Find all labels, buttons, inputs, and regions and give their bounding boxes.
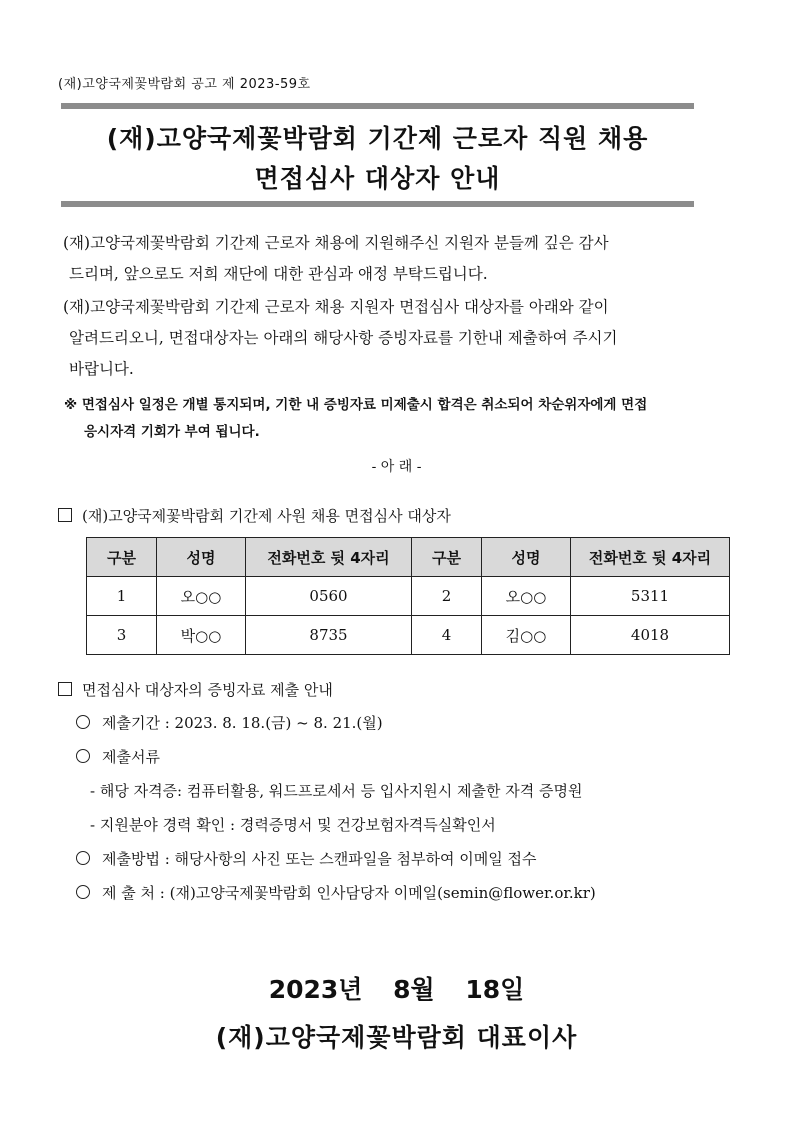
col-header: 구분	[412, 538, 482, 577]
table-row	[87, 616, 730, 655]
table-cell: 3	[87, 616, 157, 655]
col-header: 성명	[482, 538, 571, 577]
table-cell: 2	[412, 577, 482, 616]
table-cell: 4	[412, 616, 482, 655]
notice-remark	[64, 392, 744, 446]
title-line-1: (재)고양국제꽃박람회 기간제 근로자 직원 채용	[106, 124, 649, 153]
circle-bullet-icon	[76, 885, 90, 899]
intro-p2-line1: (재)고양국제꽃박람회 기간제 근로자 채용 지원자 면접심사 대상자를 아래와 같이	[63, 298, 609, 316]
table-cell: 0560	[246, 577, 412, 616]
candidate-table	[86, 537, 730, 655]
intro-p1-line1: (재)고양국제꽃박람회 기간제 근로자 채용에 지원해주신 지원자 분들께 깊은 감사	[63, 234, 609, 252]
col-header: 성명	[157, 538, 246, 577]
item-documents	[76, 746, 160, 767]
footer-date: 2023년 8월 18일	[268, 975, 525, 1004]
table-cell: 박○○	[157, 616, 246, 655]
title-rule-top	[61, 103, 694, 109]
document-sub-item-2: - 지원분야 경력 확인 : 경력증명서 및 건강보험자격득실확인서	[90, 816, 496, 834]
documents-text: 제출서류	[102, 748, 160, 766]
section-2-title: 면접심사 대상자의 증빙자료 제출 안내	[82, 681, 333, 699]
item-period	[76, 712, 383, 733]
remark-line2: 응시자격 기회가 부여 됩니다.	[84, 424, 260, 440]
item-destination	[76, 882, 596, 903]
table-cell: 5311	[571, 577, 730, 616]
destination-text: 제 출 처 : (재)고양국제꽃박람회 인사담당자 이메일(semin@flower.or.kr)	[102, 884, 596, 902]
square-bullet-icon	[58, 682, 72, 696]
notice-number: (재)고양국제꽃박람회 공고 제 2023-59호	[58, 77, 311, 92]
table-cell: 오○○	[157, 577, 246, 616]
circle-bullet-icon	[76, 749, 90, 763]
title-rule-bottom	[61, 201, 694, 207]
remark-line1: ※ 면접심사 일정은 개별 통지되며, 기한 내 증빙자료 미제출시 합격은 취소되어 차순위자에게 면접	[64, 397, 648, 413]
section-1-heading	[58, 505, 451, 526]
document-sub-item-1: - 해당 자격증: 컴퓨터활용, 워드프로세서 등 입사지원시 제출한 자격 증명원	[90, 782, 583, 800]
table-cell: 1	[87, 577, 157, 616]
item-method	[76, 848, 536, 869]
col-header: 구분	[87, 538, 157, 577]
table-cell: 8735	[246, 616, 412, 655]
intro-paragraph-1	[63, 228, 739, 290]
title-line-2: 면접심사 대상자 안내	[254, 164, 501, 193]
table-cell: 4018	[571, 616, 730, 655]
circle-bullet-icon	[76, 715, 90, 729]
table-cell: 김○○	[482, 616, 571, 655]
circle-bullet-icon	[76, 851, 90, 865]
table-cell: 오○○	[482, 577, 571, 616]
table-header-row	[87, 538, 730, 577]
below-marker: - 아 래 -	[371, 459, 422, 475]
footer-signature: (재)고양국제꽃박람회 대표이사	[215, 1023, 578, 1052]
intro-p2-line3: 바랍니다.	[69, 360, 134, 378]
period-text: 제출기간 : 2023. 8. 18.(금) ~ 8. 21.(월)	[102, 714, 383, 732]
intro-paragraph-2	[63, 292, 739, 385]
intro-p2-line2: 알려드리오니, 면접대상자는 아래의 해당사항 증빙자료를 기한내 제출하여 주시기	[69, 329, 618, 347]
col-header: 전화번호 뒷 4자리	[571, 538, 730, 577]
method-text: 제출방법 : 해당사항의 사진 또는 스캔파일을 첨부하여 이메일 접수	[102, 850, 537, 868]
col-header: 전화번호 뒷 4자리	[246, 538, 412, 577]
section-1-title: (재)고양국제꽃박람회 기간제 사원 채용 면접심사 대상자	[82, 507, 451, 525]
table-row	[87, 577, 730, 616]
intro-p1-line2: 드리며, 앞으로도 저희 재단에 대한 관심과 애정 부탁드립니다.	[69, 265, 488, 283]
square-bullet-icon	[58, 508, 72, 522]
section-2-heading	[58, 679, 333, 700]
